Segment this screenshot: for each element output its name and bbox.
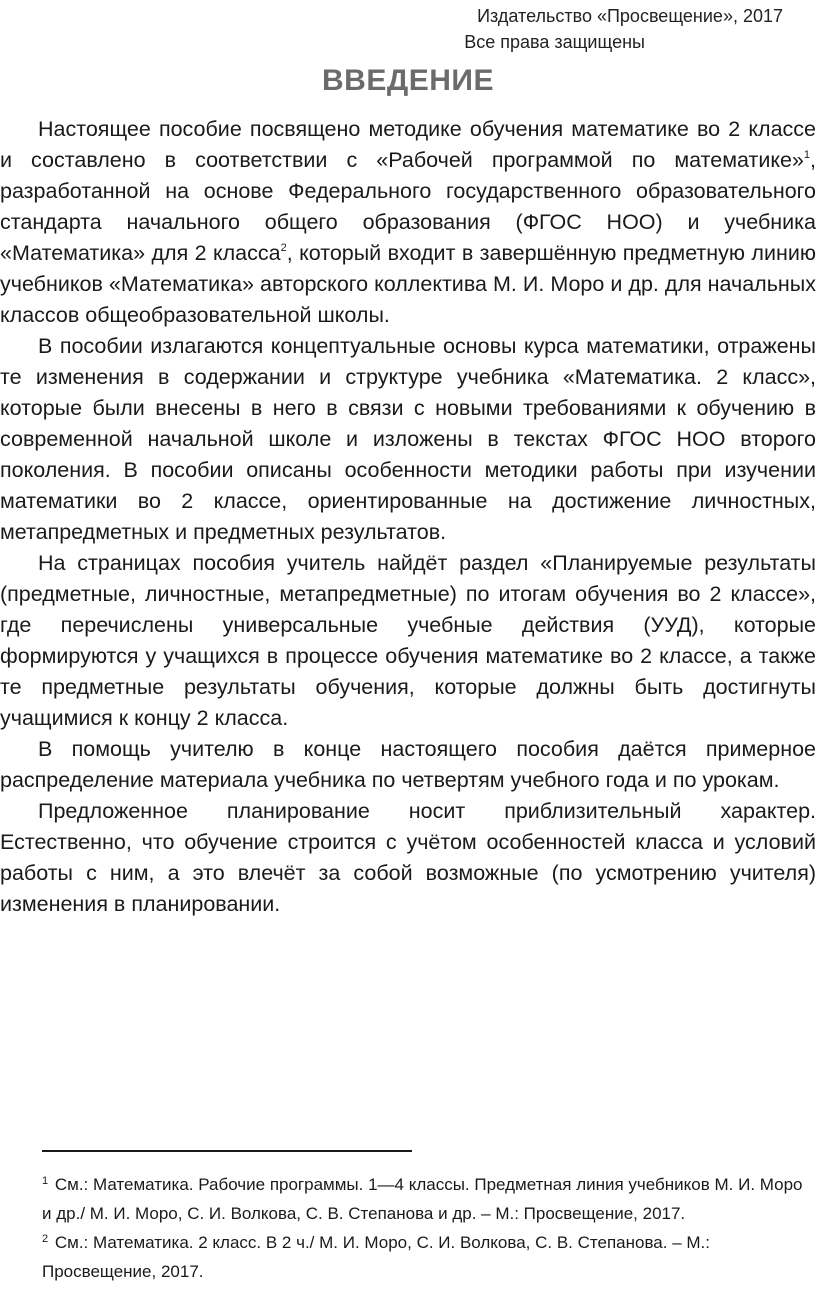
paragraph-2: В пособии излагаются концептуальные основы курса математики, отражены те изменения в содержании и структуре учебника «Математика. 2 класс», которые были внесены в него в связи с новыми требованиями к обучению в современной начальной школе и изложены в текстах ФГОС НОО второго поколения. В пособии описаны особенности методики работы при изучении математики во 2 классе, ориентированные на достижение личностных, метапредметных и предметных результатов. xyxy=(0,334,816,544)
footnote-1-mark: 1 xyxy=(42,1175,49,1187)
rights-line: Все права защищены xyxy=(464,32,645,52)
paragraph-1 xyxy=(0,114,816,331)
footnote-2-text: См.: Математика. 2 класс. В 2 ч./ М. И. Моро, С. И. Волкова, С. В. Степанова. – М.: Просвещение, 2017. xyxy=(42,1233,710,1281)
body-text xyxy=(0,114,816,920)
footnote-ref-2: 2 xyxy=(280,242,287,254)
publisher-line: Издательство «Просвещение», 2017 xyxy=(477,6,783,26)
paragraph-1-part-c: , который входит в завершённую предметную линию учебников «Математика» авторского коллектива М. И. Моро и др. для начальных классов общеобразовательной школы. xyxy=(0,241,816,327)
footnote-ref-1: 1 xyxy=(803,149,811,161)
footnote-1-text: См.: Математика. Рабочие программы. 1—4 классы. Предметная линия учебников М. И. Моро и др./ М. И. Моро, С. И. Волкова, С. В. Степанова и др. – М.: Просвещение, 2017. xyxy=(42,1175,803,1223)
footnote-1 xyxy=(42,1170,812,1228)
footnotes xyxy=(42,1170,812,1286)
footnote-2-mark: 2 xyxy=(42,1233,49,1245)
footnote-2 xyxy=(42,1228,812,1286)
footnote-separator xyxy=(42,1150,412,1152)
paragraph-4: В помощь учителю в конце настоящего пособия даётся примерное распределение материала учебника по четвертям учебного года и по урокам. xyxy=(0,737,816,792)
paragraph-3: На страницах пособия учитель найдёт раздел «Планируемые результаты (предметные, личностные, метапредметные) по итогам обучения во 2 классе», где перечислены универсальные учебные действия (УУД), которые формируются у учащихся в процессе обучения математике во 2 классе, а также те предметные результаты обучения, которые должны быть достигнуты учащимися к концу 2 класса. xyxy=(0,551,816,730)
paragraph-1-part-a: Настоящее пособие посвящено методике обучения математике во 2 классе и составлено в соответствии с «Рабочей программой по математике» xyxy=(0,117,816,172)
page-title: ВВЕДЕНИЕ xyxy=(322,64,494,97)
paragraph-1-part-b: , разработанной на основе Федерального государственного образовательного стандарта начального общего образования (ФГОС НОО) и учебника «Математика» для 2 класса xyxy=(0,148,816,265)
paragraph-5: Предложенное планирование носит приблизительный характер. Естественно, что обучение строится с учётом особенностей класса и условий работы с ним, а это влечёт за собой возможные (по усмотрению учителя) изменения в планировании. xyxy=(0,799,816,916)
